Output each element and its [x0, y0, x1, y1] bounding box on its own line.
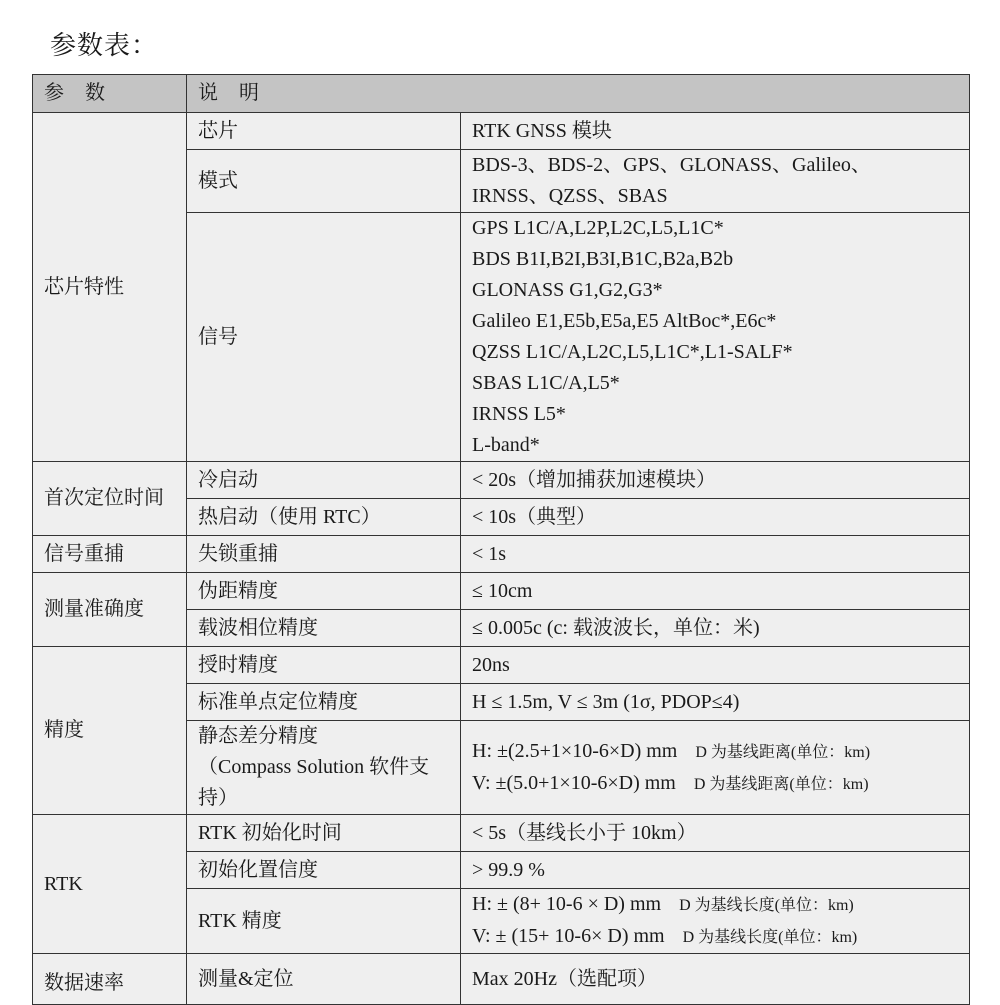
desc-cell [461, 889, 970, 954]
page-title: 参数表： [50, 31, 159, 60]
category-chip: 芯片特性 [33, 113, 187, 462]
param-cell: 伪距精度 [187, 573, 461, 610]
desc-cell: < 1s [461, 536, 970, 573]
param-cell: 冷启动 [187, 462, 461, 499]
parameter-table [32, 74, 970, 1005]
desc-line [472, 921, 969, 953]
category-reacquisition: 信号重捕 [33, 536, 187, 573]
desc-cell: ≤ 10cm [461, 573, 970, 610]
formula-text: H: ± (8+ 10-6 × D) mm [472, 893, 662, 915]
table-row [33, 815, 970, 852]
desc-cell: > 99.9 % [461, 852, 970, 889]
desc-cell: < 5s（基线长小于 10km） [461, 815, 970, 852]
desc-line [472, 736, 969, 768]
formula-text: V: ±(5.0+1×10-6×D) mm [472, 771, 676, 794]
signal-line: BDS B1I,B2I,B3I,B1C,B2a,B2b [472, 248, 734, 270]
param-cell: 初始化置信度 [187, 852, 461, 889]
param-cell: 载波相位精度 [187, 610, 461, 647]
param-cell: RTK 初始化时间 [187, 815, 461, 852]
table-row [33, 647, 970, 684]
table-row [33, 462, 970, 499]
param-cell: 热启动（使用 RTC） [187, 499, 461, 536]
param-cell [187, 721, 461, 815]
formula-note: D 为基线距离(单位：km) [695, 743, 871, 761]
desc-line [472, 768, 969, 800]
param-line: （Compass Solution 软件支 [198, 756, 430, 778]
signal-line: GLONASS G1,G2,G3* [472, 279, 663, 301]
formula-note: D 为基线距离(单位：km) [693, 775, 869, 793]
param-cell: RTK 精度 [187, 889, 461, 954]
desc-cell [461, 213, 970, 462]
desc-line [472, 889, 969, 921]
signal-line: L-band* [472, 434, 540, 456]
desc-cell: H ≤ 1.5m, V ≤ 3m (1σ, PDOP≤4) [461, 684, 970, 721]
desc-cell: ≤ 0.005c (c: 载波波长，单位：米) [461, 610, 970, 647]
signal-line: SBAS L1C/A,L5* [472, 372, 620, 394]
desc-cell: < 10s（典型） [461, 499, 970, 536]
desc-line: IRNSS、QZSS、SBAS [472, 185, 668, 207]
param-line: 持） [198, 787, 238, 809]
desc-cell: Max 20Hz（选配项） [461, 954, 970, 1005]
param-cell: 测量&定位 [187, 954, 461, 1005]
signal-line: QZSS L1C/A,L2C,L5,L1C*,L1-SALF* [472, 341, 793, 363]
table-header-row [33, 75, 970, 113]
category-measurement: 测量准确度 [33, 573, 187, 647]
signal-line: IRNSS L5* [472, 403, 566, 425]
desc-line: BDS-3、BDS-2、GPS、GLONASS、Galileo、 [472, 154, 871, 176]
table-row [33, 573, 970, 610]
param-cell: 芯片 [187, 113, 461, 150]
desc-cell [461, 721, 970, 815]
category-data-rate: 数据速率 [33, 954, 187, 1005]
formula-text: V: ± (15+ 10-6× D) mm [472, 925, 665, 947]
param-cell: 模式 [187, 150, 461, 213]
desc-cell: < 20s（增加捕获加速模块） [461, 462, 970, 499]
formula-text: H: ±(2.5+1×10-6×D) mm [472, 739, 678, 762]
desc-cell [461, 150, 970, 213]
param-cell: 失锁重捕 [187, 536, 461, 573]
param-cell: 授时精度 [187, 647, 461, 684]
category-precision: 精度 [33, 647, 187, 815]
signal-line: GPS L1C/A,L2P,L2C,L5,L1C* [472, 217, 724, 239]
formula-note: D 为基线长度(单位：km) [679, 897, 854, 914]
param-cell: 标准单点定位精度 [187, 684, 461, 721]
param-cell: 信号 [187, 213, 461, 462]
category-rtk: RTK [33, 815, 187, 954]
header-param: 参 数 [33, 75, 187, 113]
signal-line: Galileo E1,E5b,E5a,E5 AltBoc*,E6c* [472, 310, 777, 332]
header-description: 说 明 [187, 75, 970, 113]
formula-note: D 为基线长度(单位：km) [682, 929, 858, 946]
table-row [33, 954, 970, 1005]
category-ttff: 首次定位时间 [33, 462, 187, 536]
desc-cell: 20ns [461, 647, 970, 684]
table-row [33, 536, 970, 573]
param-line: 静态差分精度 [198, 725, 318, 747]
desc-cell: RTK GNSS 模块 [461, 113, 970, 150]
table-row [33, 113, 970, 150]
